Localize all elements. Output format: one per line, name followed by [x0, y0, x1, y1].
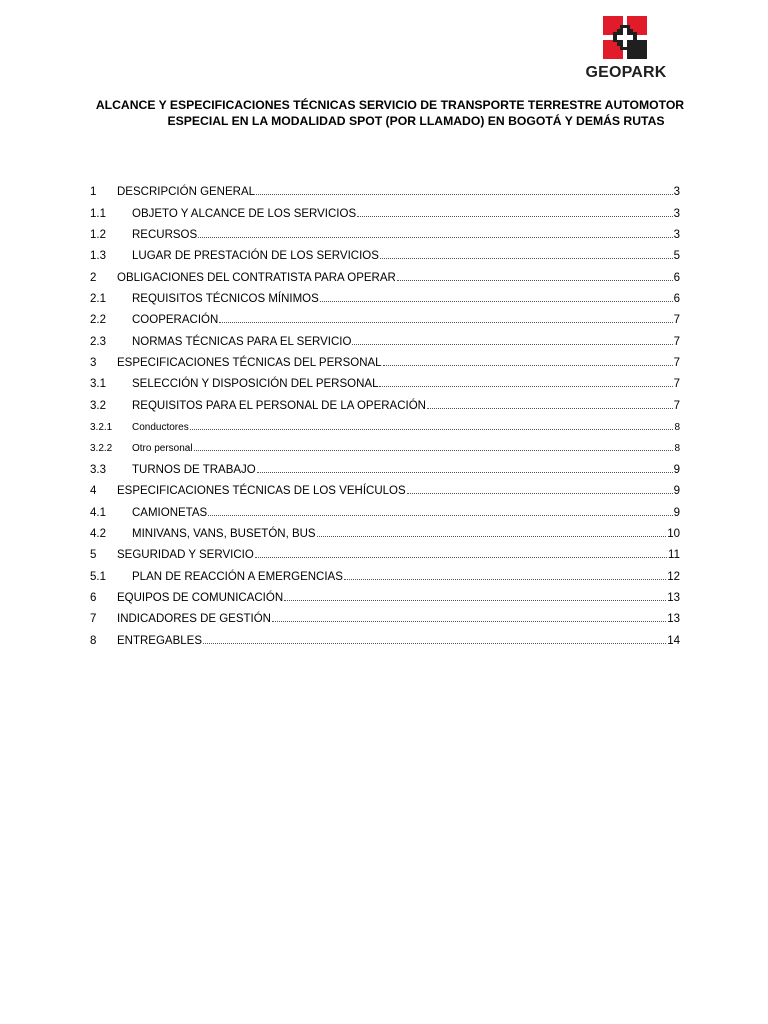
toc-dot-leader: [397, 279, 673, 281]
toc-entry[interactable]: [90, 241, 680, 262]
toc-entry-page: 7: [673, 335, 680, 348]
toc-entry[interactable]: [90, 561, 680, 582]
toc-entry-number: 4: [90, 485, 97, 498]
toc-entry-number: 3.2: [90, 399, 106, 412]
toc-entry-page: 7: [673, 357, 680, 370]
toc-dot-leader: [255, 556, 667, 558]
toc-dot-leader: [383, 364, 673, 366]
toc-entry-label: LUGAR DE PRESTACIÓN DE LOS SERVICIOS: [132, 250, 379, 263]
brand-name: GEOPARK: [585, 64, 667, 81]
toc-entry-label: NORMAS TÉCNICAS PARA EL SERVICIO: [132, 335, 352, 348]
toc-entry-number: 7: [90, 613, 97, 626]
toc-entry[interactable]: [90, 604, 680, 625]
toc-entry-label: REQUISITOS TÉCNICOS MÍNIMOS: [132, 293, 319, 306]
geopark-logo: [572, 16, 680, 84]
toc-entry-label: Conductores: [132, 422, 189, 434]
toc-entry-label: ESPECIFICACIONES TÉCNICAS DE LOS VEHÍCULOS: [117, 485, 406, 498]
toc-entry-label: SEGURIDAD Y SERVICIO: [117, 549, 254, 562]
toc-entry-page: 9: [673, 463, 680, 476]
toc-dot-leader: [284, 599, 666, 601]
toc-entry-number: 2.3: [90, 335, 106, 348]
toc-entry[interactable]: [90, 390, 680, 411]
toc-dot-leader: [219, 321, 672, 323]
toc-entry-page: 7: [673, 314, 680, 327]
toc-dot-leader: [208, 514, 672, 516]
toc-dot-leader: [379, 385, 672, 387]
toc-entry-number: 3.2.2: [90, 443, 113, 455]
toc-entry-number: 5.1: [90, 570, 106, 583]
toc-entry-page: 12: [667, 570, 680, 583]
toc-entry-label: OBLIGACIONES DEL CONTRATISTA PARA OPERAR: [117, 271, 396, 284]
toc-entry[interactable]: [90, 326, 680, 347]
toc-dot-leader: [256, 193, 673, 195]
toc-entry-number: 4.1: [90, 506, 106, 519]
toc-entry[interactable]: [90, 305, 680, 326]
toc-entry[interactable]: [90, 583, 680, 604]
toc-dot-leader: [344, 578, 666, 580]
toc-entry-page: 13: [667, 591, 680, 604]
toc-dot-leader: [357, 215, 672, 217]
toc-entry-label: RECURSOS: [132, 229, 198, 242]
toc-dot-leader: [190, 428, 674, 430]
toc-entry-number: 3.1: [90, 378, 106, 391]
toc-entry-number: 3: [90, 357, 97, 370]
toc-entry[interactable]: [90, 476, 680, 497]
toc-entry[interactable]: [90, 497, 680, 518]
toc-dot-leader: [198, 236, 672, 238]
toc-entry-number: 4.2: [90, 527, 106, 540]
toc-entry-page: 9: [673, 485, 680, 498]
toc-entry-page: 7: [673, 378, 680, 391]
toc-entry-label: TURNOS DE TRABAJO: [132, 463, 256, 476]
toc-entry-page: 6: [673, 271, 680, 284]
toc-entry-number: 6: [90, 591, 97, 604]
toc-entry[interactable]: [90, 412, 680, 433]
toc-dot-leader: [194, 449, 674, 451]
toc-entry-page: 11: [668, 549, 680, 562]
title-line-1: ALCANCE Y ESPECIFICACIONES TÉCNICAS SERVICIO DE TRANSPORTE TERRESTRE AUTOMOTOR: [95, 98, 685, 112]
toc-entry-number: 2.1: [90, 293, 106, 306]
toc-dot-leader: [407, 492, 673, 494]
toc-entry-page: 10: [667, 527, 680, 540]
toc-dot-leader: [320, 300, 673, 302]
toc-entry[interactable]: [90, 540, 680, 561]
toc-entry-number: 3.3: [90, 463, 106, 476]
toc-entry-page: 14: [667, 634, 680, 647]
document-title: [90, 97, 690, 129]
toc-dot-leader: [427, 407, 673, 409]
toc-dot-leader: [352, 343, 672, 345]
toc-entry-number: 5: [90, 549, 97, 562]
toc-entry-label: EQUIPOS DE COMUNICACIÓN: [117, 591, 284, 604]
table-of-contents: [90, 177, 680, 647]
toc-entry-number: 3.2.1: [90, 422, 113, 434]
toc-entry[interactable]: [90, 284, 680, 305]
toc-entry-number: 1: [90, 186, 97, 199]
toc-entry-page: 3: [673, 207, 680, 220]
toc-entry-page: 9: [673, 506, 680, 519]
toc-entry-number: 8: [90, 634, 97, 647]
toc-entry-number: 1.2: [90, 229, 106, 242]
toc-entry-label: DESCRIPCIÓN GENERAL: [117, 186, 256, 199]
toc-entry-label: INDICADORES DE GESTIÓN: [117, 613, 271, 626]
toc-entry-number: 2: [90, 271, 97, 284]
toc-entry[interactable]: [90, 519, 680, 540]
toc-entry-number: 1.3: [90, 250, 106, 263]
title-line-2: ESPECIAL EN LA MODALIDAD SPOT (POR LLAMADO) EN BOGOTÁ Y DEMÁS RUTAS: [167, 114, 665, 128]
toc-dot-leader: [257, 471, 673, 473]
toc-entry[interactable]: [90, 348, 680, 369]
toc-entry[interactable]: [90, 220, 680, 241]
toc-entry-label: OBJETO Y ALCANCE DE LOS SERVICIOS: [132, 207, 357, 220]
geopark-cross-logo-icon: [603, 16, 647, 59]
toc-entry[interactable]: [90, 433, 680, 454]
toc-entry[interactable]: [90, 369, 680, 390]
toc-dot-leader: [203, 642, 666, 644]
toc-entry-label: MINIVANS, VANS, BUSETÓN, BUS: [132, 527, 316, 540]
toc-entry-label: ESPECIFICACIONES TÉCNICAS DEL PERSONAL: [117, 357, 382, 370]
toc-entry[interactable]: [90, 454, 680, 475]
toc-entry-label: CAMIONETAS: [132, 506, 208, 519]
toc-entry-label: ENTREGABLES: [117, 634, 202, 647]
toc-entry-number: 1.1: [90, 207, 106, 220]
toc-entry-label: COOPERACIÓN: [132, 314, 219, 327]
toc-entry[interactable]: [90, 262, 680, 283]
toc-entry-label: REQUISITOS PARA EL PERSONAL DE LA OPERACIÓN: [132, 399, 426, 412]
toc-entry-page: 7: [673, 399, 680, 412]
toc-entry-label: Otro personal: [132, 443, 193, 455]
toc-entry-page: 13: [667, 613, 680, 626]
toc-entry[interactable]: [90, 625, 680, 646]
toc-entry[interactable]: [90, 198, 680, 219]
toc-entry-page: 3: [673, 186, 680, 199]
toc-entry-number: 2.2: [90, 314, 106, 327]
toc-dot-leader: [317, 535, 667, 537]
toc-entry-page: 6: [673, 293, 680, 306]
toc-entry-page: 3: [673, 229, 680, 242]
toc-entry-label: PLAN DE REACCIÓN A EMERGENCIAS: [132, 570, 343, 583]
toc-dot-leader: [272, 620, 666, 622]
toc-entry-page: 8: [674, 422, 680, 434]
toc-entry-page: 5: [673, 250, 680, 263]
toc-entry-page: 8: [674, 443, 680, 455]
toc-entry-label: SELECCIÓN Y DISPOSICIÓN DEL PERSONAL: [132, 378, 379, 391]
toc-dot-leader: [380, 257, 673, 259]
toc-entry[interactable]: [90, 177, 680, 198]
